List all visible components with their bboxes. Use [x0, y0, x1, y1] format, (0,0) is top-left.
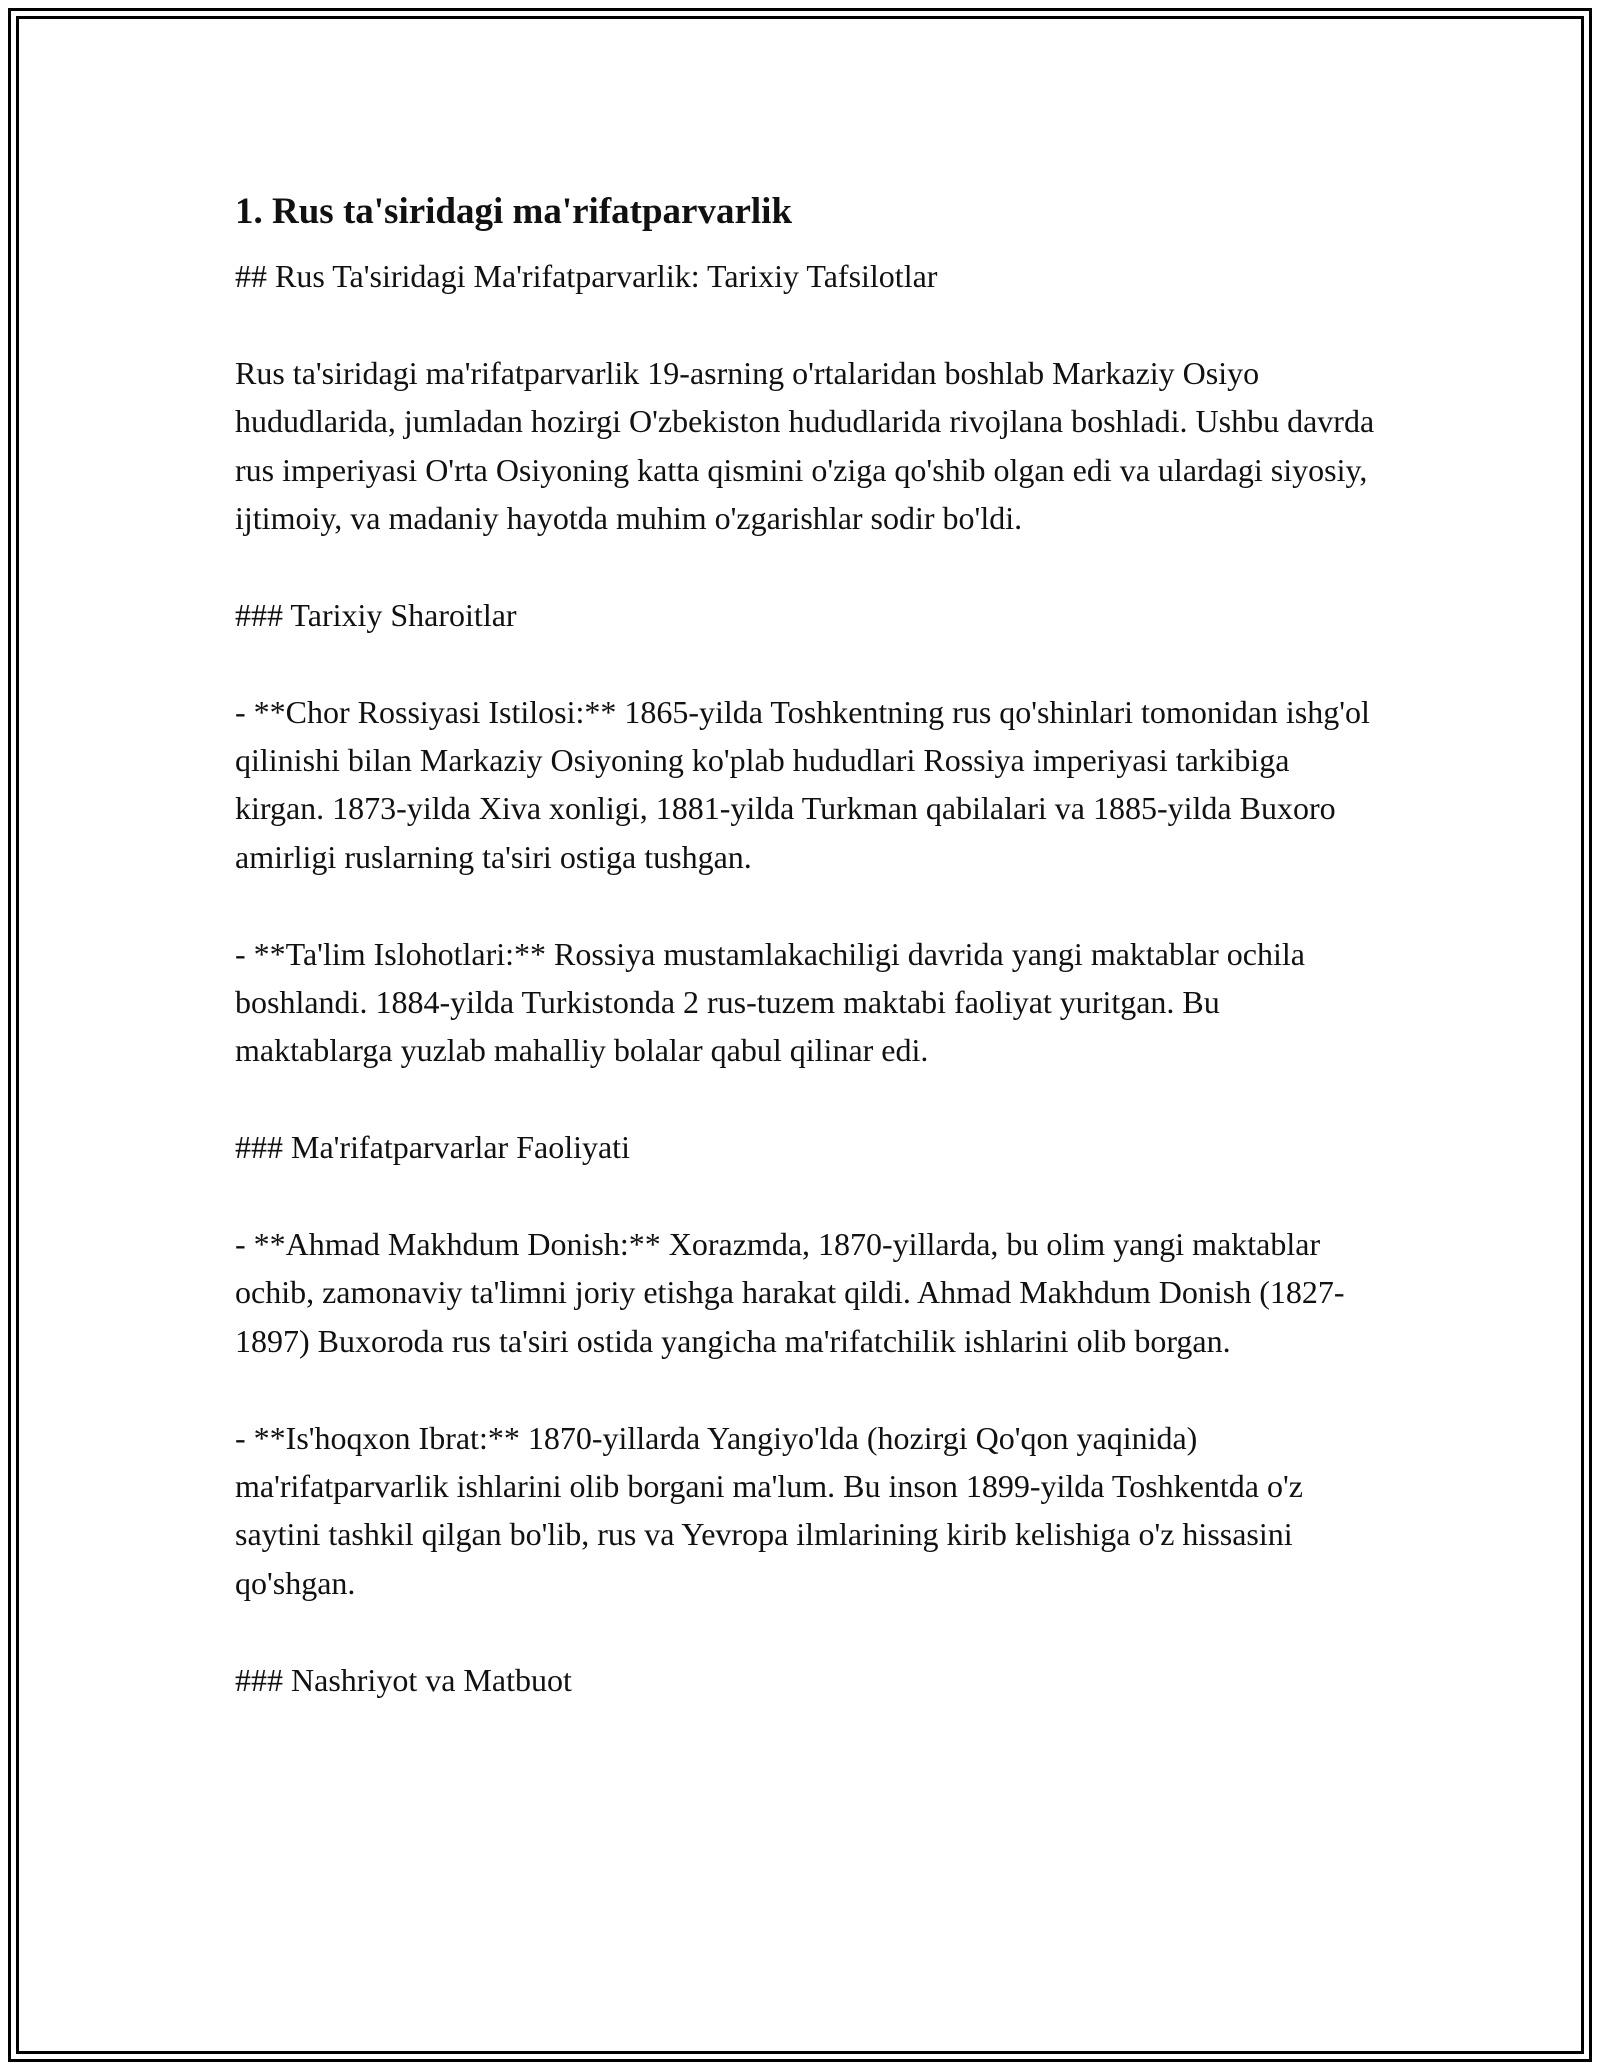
subsection-heading-publishing: ### Nashriyot va Matbuot	[235, 1661, 572, 1698]
subsection-heading-historical-conditions: ### Tarixiy Sharoitlar	[235, 596, 517, 633]
paragraph-spacer	[235, 1365, 1385, 1413]
paragraph-spacer	[235, 1075, 1385, 1123]
paragraph-spacer	[235, 639, 1385, 687]
paragraph-spacer	[235, 1607, 1385, 1655]
list-item-ishoqxon-ibrat: - **Is'hoqxon Ibrat:** 1870-yillarda Yangiyo'lda (hozirgi Qo'qon yaqinida) ma'rifatparvarlik ishlarini olib borgani ma'lum. Bu inson 1899-yilda Toshkentda o'z saytini tashkil qilgan bo'lib, rus va Yevropa ilmlarining kirib kelishiga o'z hissasini qo'shgan.	[235, 1419, 1311, 1601]
document-body	[235, 252, 1385, 1704]
paragraph-spacer	[235, 300, 1385, 348]
subsection-heading-enlighteners: ### Ma'rifatparvarlar Faoliyati	[235, 1129, 630, 1166]
paragraph-spacer	[235, 881, 1385, 929]
paragraph-spacer	[235, 542, 1385, 590]
list-item-ahmad-donish: - **Ahmad Makhdum Donish:** Xorazmda, 1870-yillarda, bu olim yangi maktablar ochib, zamonaviy ta'limni joriy etishga harakat qildi. Ahmad Makhdum Donish (1827-1897) Buxoroda rus ta'siri ostida yangicha ma'rifatchilik ishlarini olib borgan.	[235, 1226, 1345, 1359]
paragraph-spacer	[235, 1172, 1385, 1220]
section-heading: ## Rus Ta'siridagi Ma'rifatparvarlik: Tarixiy Tafsilotlar	[235, 258, 938, 294]
list-item-tsarist-conquest: - **Chor Rossiyasi Istilosi:** 1865-yilda Toshkentning rus qo'shinlari tomonidan ishg'ol qilinishi bilan Markaziy Osiyoning ko'plab hududlari Rossiya imperiyasi tarkibiga kirgan. 1873-yilda Xiva xonligi, 1881-yilda Turkman qabilalari va 1885-yilda Buxoro amirligi ruslarning ta'siri ostiga tushgan.	[235, 693, 1378, 875]
list-item-education-reforms: - **Ta'lim Islohotlari:** Rossiya mustamlakachiligi davrida yangi maktablar ochila boshlandi. 1884-yilda Turkistonda 2 rus-tuzem maktabi faoliyat yuritgan. Bu maktablarga yuzlab mahalliy bolalar qabul qilinar edi.	[235, 935, 1313, 1069]
document-title: 1. Rus ta'siridagi ma'rifatparvarlik	[235, 191, 793, 232]
document-content	[235, 186, 1385, 1704]
intro-paragraph: Rus ta'siridagi ma'rifatparvarlik 19-asrning o'rtalaridan boshlab Markaziy Osiyo hududlarida, jumladan hozirgi O'zbekiston hududlarida rivojlana boshladi. Ushbu davrda rus imperiyasi O'rta Osiyoning katta qismini o'ziga qo'shib olgan edi va ulardagi siyosiy, ijtimoiy, va madaniy hayotda muhim o'zgarishlar sodir bo'ldi.	[235, 354, 1383, 537]
